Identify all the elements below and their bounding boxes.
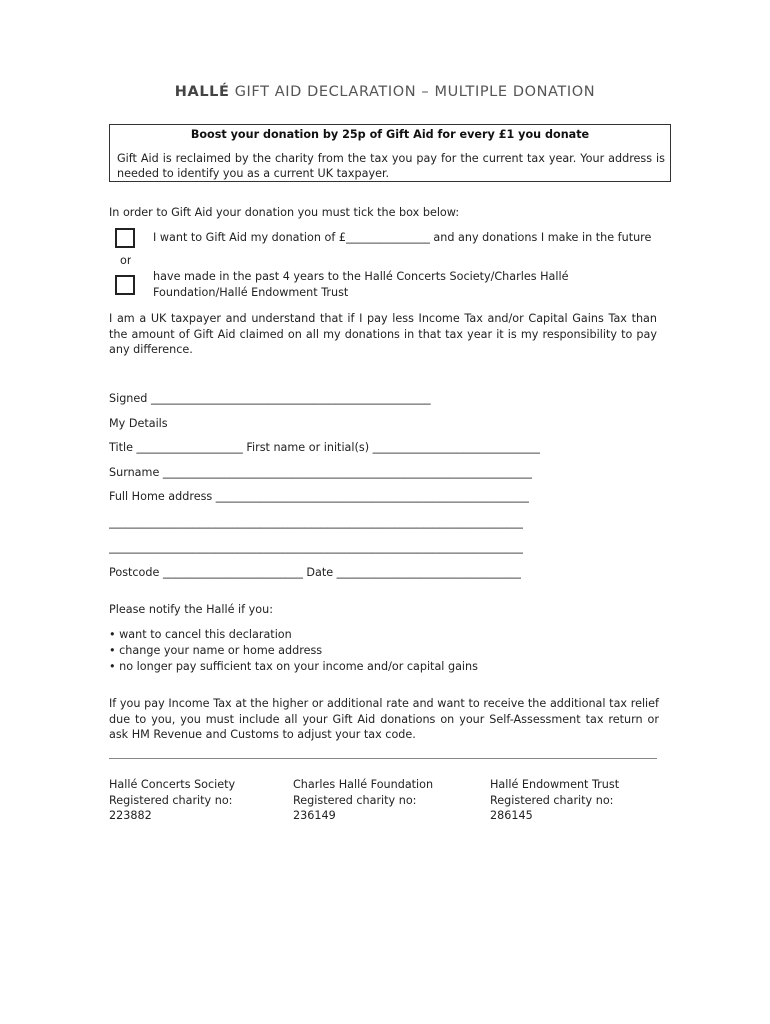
address-line-3[interactable]: __________________________________________________________________________ xyxy=(109,541,523,554)
notify-item: • change your name or home address xyxy=(109,644,323,657)
page-title xyxy=(0,84,770,100)
postcode-date-field[interactable]: Postcode _________________________ Date _________________________________ xyxy=(109,566,522,579)
divider xyxy=(109,758,657,759)
surname-field[interactable]: Surname __________________________________________________________________ xyxy=(109,466,533,479)
signed-field[interactable]: Signed __________________________________________________ xyxy=(109,392,431,405)
charity-number: 286145 xyxy=(490,809,533,822)
charity-name: Hallé Endowment Trust xyxy=(490,778,620,791)
option-past-label: have made in the past 4 years to the Hallé Concerts Society/Charles Hallé Foundation/Hallé Endowment Trust xyxy=(153,270,569,299)
notify-item: • no longer pay sufficient tax on your income and/or capital gains xyxy=(109,660,478,673)
boost-info-box xyxy=(109,124,671,182)
address-field[interactable]: Full Home address ________________________________________________________ xyxy=(109,490,530,503)
notify-heading: Please notify the Hallé if you: xyxy=(109,603,273,616)
charity-charles-halle-foundation xyxy=(293,777,433,824)
charity-halle-concerts-society xyxy=(109,777,235,824)
title-brand: HALLÉ xyxy=(174,84,230,100)
declaration-text: I am a UK taxpayer and understand that if I pay less Income Tax and/or Capital Gains Tax than the amount of Gift Aid claimed on all my donations in that tax year it is my responsibility to pay any difference. xyxy=(109,312,657,356)
charity-label: Registered charity no: xyxy=(109,793,233,807)
charity-halle-endowment-trust xyxy=(490,777,619,824)
higher-rate-text: If you pay Income Tax at the higher or additional rate and want to receive the additional tax relief due to you, you must include all your Gift Aid donations on your Self-Assessment tax return or ask HM Revenue and Customs to adjust your tax code. xyxy=(109,697,659,741)
boost-body: Gift Aid is reclaimed by the charity from the tax you pay for the current tax year. Your address is needed to identify you as a current UK taxpayer. xyxy=(117,152,665,180)
charity-number: 223882 xyxy=(109,809,152,822)
notify-item: • want to cancel this declaration xyxy=(109,628,292,641)
or-label: or xyxy=(120,254,132,267)
my-details-heading: My Details xyxy=(109,417,168,430)
gift-aid-future-checkbox[interactable] xyxy=(115,228,135,248)
charity-number: 236149 xyxy=(293,809,336,822)
charity-label: Registered charity no: xyxy=(490,793,614,807)
option-future-label: I want to Gift Aid my donation of £_______________ and any donations I make in the future xyxy=(153,231,652,244)
gift-aid-past-checkbox[interactable] xyxy=(115,275,135,295)
intro-text: In order to Gift Aid your donation you must tick the box below: xyxy=(109,206,460,219)
charity-label: Registered charity no: xyxy=(293,793,417,807)
boost-heading: Boost your donation by 25p of Gift Aid for every £1 you donate xyxy=(190,128,590,141)
charity-name: Charles Hallé Foundation xyxy=(293,778,434,791)
title-text: GIFT AID DECLARATION – MULTIPLE DONATION xyxy=(229,84,596,100)
charity-name: Hallé Concerts Society xyxy=(109,778,236,791)
title-name-field[interactable]: Title ___________________ First name or initial(s) ______________________________ xyxy=(109,441,541,454)
address-line-2[interactable]: __________________________________________________________________________ xyxy=(109,516,523,529)
